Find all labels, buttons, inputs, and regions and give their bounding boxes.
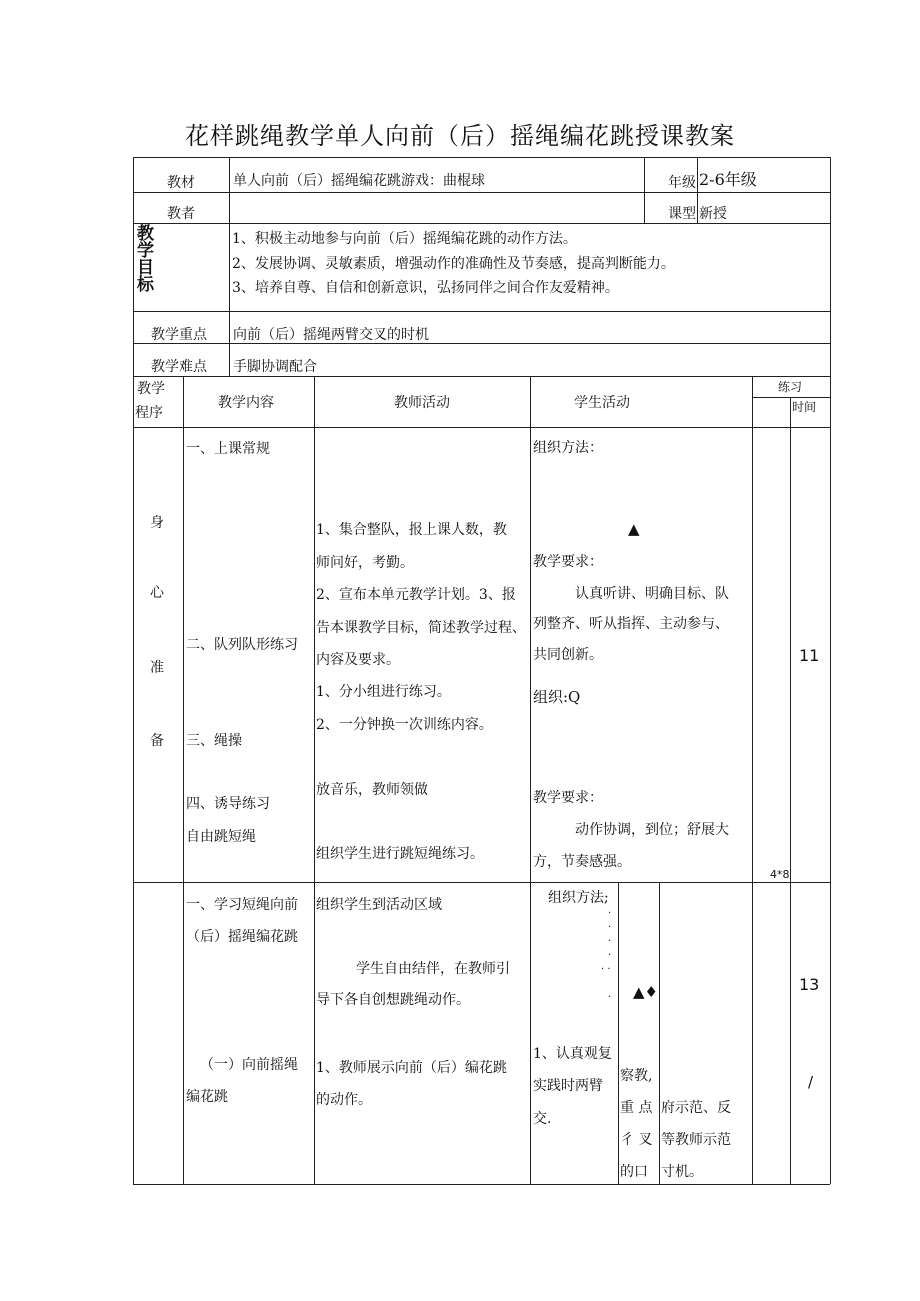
teacher-activity: 2、宣布本单元教学计划。3、报 <box>316 587 516 603</box>
teacher-activity: 2、一分钟换一次训练内容。 <box>316 717 493 733</box>
practice-value: 4*8 <box>770 868 790 881</box>
content-item: 三、绳操 <box>186 733 242 749</box>
time-value: 11 <box>799 646 820 665</box>
teacher-activity: 1、集合整队，报上课人数，教 <box>316 522 507 538</box>
teacher-activity: 放音乐，教师领做 <box>316 782 428 798</box>
col-student: 学生活动 <box>574 395 630 411</box>
class-type-label: 课型 <box>668 206 696 222</box>
goal-item: 2、发展协调、灵敏素质，增强动作的准确性及节奏感，提高判断能力。 <box>232 256 675 272</box>
col-procedure: 程序 <box>135 405 163 421</box>
teacher-activity: 组织学生进行跳短绳练习。 <box>316 846 484 862</box>
goal-item: 1、积极主动地参与向前（后）摇绳编花跳的动作方法。 <box>232 231 577 247</box>
content-item: （一）向前摇绳 <box>200 1057 298 1073</box>
difficulty-label: 教学难点 <box>151 359 207 375</box>
student-activity: 察教, <box>620 1068 653 1084</box>
student-activity: 共同创新。 <box>533 647 603 663</box>
teacher-activity: 1、教师展示向前（后）编花跳 <box>316 1060 507 1076</box>
triangle-icon: ▲ <box>628 520 640 538</box>
col-time: 时间 <box>792 400 817 414</box>
col-procedure: 教学 <box>137 381 165 397</box>
material-label: 教材 <box>167 175 195 191</box>
student-activity: 组织方法; <box>548 890 609 906</box>
teacher-activity: 组织学生到活动区域 <box>316 897 442 913</box>
student-activity: 交. <box>533 1111 552 1127</box>
student-activity: 组织:Q <box>533 688 581 706</box>
student-activity: 方，节奏感强。 <box>533 854 631 870</box>
student-activity: 教学要求： <box>533 554 603 570</box>
student-activity: 认真听讲、明确目标、队 <box>575 586 729 602</box>
difficulty-value: 手脚协调配合 <box>233 359 317 375</box>
time-value: / <box>808 1073 814 1091</box>
teacher-activity: 1、分小组进行练习。 <box>316 684 451 700</box>
teacher-activity: 师问好，考勤。 <box>316 555 414 571</box>
page-title: 花样跳绳教学单人向前（后）摇绳编花跳授课教案 <box>185 122 735 150</box>
time-value: 13 <box>799 975 820 994</box>
teacher-label: 教者 <box>167 206 195 222</box>
student-activity: 彳 叉 <box>620 1132 653 1148</box>
content-item: 四、诱导练习 <box>186 796 270 812</box>
content-item: 一、上课常规 <box>186 441 270 457</box>
class-type-value: 新授 <box>699 206 727 222</box>
key-point-value: 向前（后）摇绳两臂交叉的时机 <box>233 327 429 343</box>
col-content: 教学内容 <box>218 395 274 411</box>
triangle-diamond-icon: ▲♦ <box>633 983 658 1001</box>
student-activity: 寸机。 <box>661 1164 703 1180</box>
grade-label: 年级 <box>668 175 696 191</box>
student-activity: 等教师示范 <box>661 1132 731 1148</box>
teacher-activity: 告本课教学目标，简述教学过程、 <box>316 620 526 636</box>
student-activity: 实践时两臂 <box>533 1078 603 1094</box>
col-teacher: 教师活动 <box>394 395 450 411</box>
content-item: 自由跳短绳 <box>186 829 256 845</box>
student-activity: 1、认真观复 <box>533 1046 612 1062</box>
teacher-activity: 导下各自创想跳绳动作。 <box>316 992 470 1008</box>
col-practice: 练习 <box>778 380 803 394</box>
student-activity: 列整齐、听从指挥、主动参与、 <box>533 616 729 632</box>
teacher-activity: 学生自由结伴，在教师引 <box>356 961 510 977</box>
student-activity: 动作协调，到位；舒展大 <box>575 822 729 838</box>
material-value: 单人向前（后）摇绳编花跳游戏：曲棍球 <box>233 173 485 189</box>
student-activity: 重 点 <box>620 1100 653 1116</box>
key-point-label: 教学重点 <box>151 327 207 343</box>
goal-item: 3、培养自尊、自信和创新意识，弘扬同伴之间合作友爱精神。 <box>232 280 619 296</box>
content-item: （后）摇绳编花跳 <box>186 929 298 945</box>
student-activity: 府示范、反 <box>661 1100 731 1116</box>
student-activity: 组织方法： <box>533 440 603 456</box>
content-item: 二、队列队形练习 <box>186 637 298 653</box>
student-activity: 的口 <box>620 1164 648 1180</box>
teacher-activity: 内容及要求。 <box>316 652 400 668</box>
student-activity: 教学要求： <box>533 790 603 806</box>
content-item: 一、学习短绳向前 <box>186 897 298 913</box>
content-item: 编花跳 <box>186 1089 228 1105</box>
teacher-activity: 的动作。 <box>316 1092 372 1108</box>
grade-value: 2-6年级 <box>699 170 757 189</box>
